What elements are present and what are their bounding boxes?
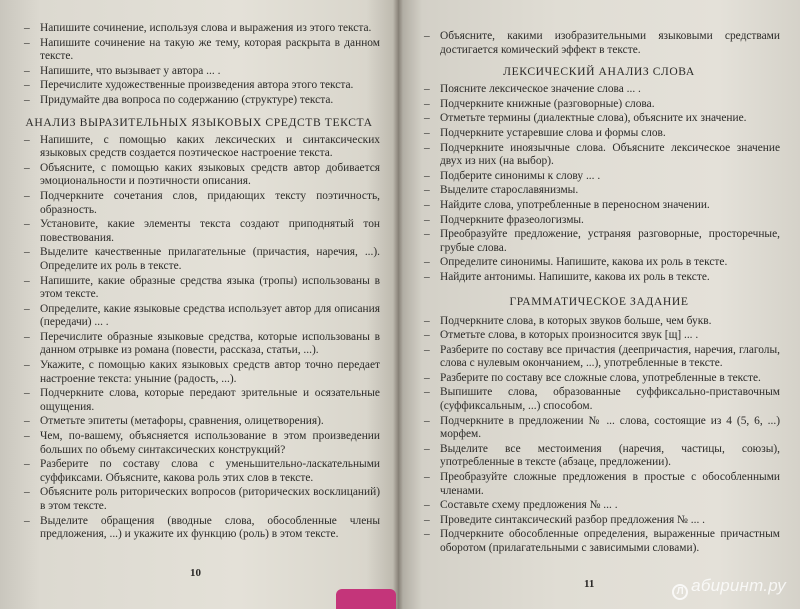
task-item: – Напишите, с помощью каких лексических и синтаксических языковых средств создается поэтическое настроение текста. — [18, 134, 380, 161]
task-item: – Определите, какие языковые средства использует автор для описания (передачи) ... . — [18, 303, 380, 330]
task-item: – Разберите по составу слова с уменьшительно-ласкательными суффиксами. Объясните, какова роль этих слов в тексте. — [18, 458, 380, 485]
task-item: – Подберите синонимы к слову ... . — [418, 170, 780, 184]
task-item: – Напишите сочинение, используя слова и выражения из этого текста. — [18, 22, 380, 36]
task-item: – Напишите, какие образные средства языка (тропы) использованы в этом тексте. — [18, 275, 380, 302]
left-section-heading: АНАЛИЗ ВЫРАЗИТЕЛЬНЫХ ЯЗЫКОВЫХ СРЕДСТВ ТЕКСТА — [25, 115, 373, 129]
task-item: – Поясните лексическое значение слова ... . — [418, 83, 780, 97]
task-item: – Разберите по составу все причастия (деепричастия, наречия, глаголы, слова с нулевым окончанием, ...), употребленные в тексте. — [418, 344, 780, 371]
task-item: – Выделите все местоимения (наречия, частицы, союзы), употребленные в тексте (абзаце, предложении). — [418, 443, 780, 470]
task-item: – Объясните, какими изобразительными языковыми средствами достигается комический эффект в тексте. — [418, 30, 780, 57]
task-item: – Отметьте слова, в которых произносится звук [щ] ... . — [418, 329, 780, 343]
task-item: – Придумайте два вопроса по содержанию (структуре) текста. — [18, 94, 380, 108]
left-page — [0, 0, 398, 609]
pink-clip — [336, 589, 396, 609]
labirint-logo-icon: Л — [672, 584, 688, 600]
task-item: – Подчеркните сочетания слов, придающих тексту поэтичность, образность. — [18, 190, 380, 217]
task-item: – Подчеркните слова, в которых звуков больше, чем букв. — [418, 315, 780, 329]
task-item: – Подчеркните фразеологизмы. — [418, 214, 780, 228]
task-item: – Найдите слова, употребленные в переносном значении. — [418, 199, 780, 213]
task-item: – Напишите сочинение на такую же тему, которая раскрыта в данном тексте. — [18, 37, 380, 64]
task-item: – Выделите обращения (вводные слова, обособленные члены предложения, ...) и укажите их функцию (роль) в этом тексте. — [18, 515, 380, 542]
task-item: – Преобразуйте предложение, устраняя разговорные, просторечные, грубые слова. — [418, 228, 780, 255]
watermark-text: абиринт.ру — [691, 576, 786, 595]
task-item: – Перечислите художественные произведения автора этого текста. — [18, 79, 380, 93]
task-item: – Составьте схему предложения № ... . — [418, 499, 780, 513]
task-item: – Подчеркните иноязычные слова. Объясните лексическое значение двух из них (на выбор). — [418, 142, 780, 169]
left-task-list-bottom — [18, 134, 380, 542]
page-number-right: 11 — [584, 578, 595, 590]
task-item: – Подчеркните в предложении № ... слова, состоящие из 4 (5, 6, ...) морфем. — [418, 415, 780, 442]
task-item: – Чем, по-вашему, объясняется использование в этом произведении больших по объему синтаксических конструкций? — [18, 430, 380, 457]
task-item: – Объясните роль риторических вопросов (риторических восклицаний) в этом тексте. — [18, 486, 380, 513]
right-page — [398, 0, 800, 609]
page-number-left: 10 — [190, 567, 201, 579]
task-item: – Подчеркните слова, которые передают зрительные и осязательные ощущения. — [18, 387, 380, 414]
left-task-list-top — [18, 22, 380, 108]
right-task-list-grammar — [418, 315, 780, 556]
right-task-list-lexical — [418, 83, 780, 284]
task-item: – Напишите, что вызывает у автора ... . — [18, 65, 380, 79]
task-item: – Укажите, с помощью каких языковых средств автор точно передает настроение текста: уныние (радость, ...). — [18, 359, 380, 386]
task-item: – Определите синонимы. Напишите, какова их роль в тексте. — [418, 256, 780, 270]
task-item: – Подчеркните книжные (разговорные) слова. — [418, 98, 780, 112]
right-task-list-top — [418, 30, 780, 57]
task-item: – Разберите по составу все сложные слова, употребленные в тексте. — [418, 372, 780, 386]
task-item: – Установите, какие элементы текста создают приподнятый тон повествования. — [18, 218, 380, 245]
task-item: – Проведите синтаксический разбор предложения № ... . — [418, 514, 780, 528]
task-item: – Перечислите образные языковые средства, которые использованы в данном отрывке из романа (повести, рассказа, статьи, ...). — [18, 331, 380, 358]
task-item: – Отметьте эпитеты (метафоры, сравнения, олицетворения). — [18, 415, 380, 429]
lexical-analysis-heading: ЛЕКСИЧЕСКИЙ АНАЛИЗ СЛОВА — [503, 65, 695, 79]
task-item: – Подчеркните устаревшие слова и формы слов. — [418, 127, 780, 141]
book-spine — [393, 0, 403, 609]
task-item: – Выделите качественные прилагательные (причастия, наречия, ...). Определите их роль в тексте. — [18, 246, 380, 273]
labirint-watermark — [672, 576, 786, 600]
task-item: – Преобразуйте сложные предложения в простые с обособленными членами. — [418, 471, 780, 498]
task-item: – Объясните, с помощью каких языковых средств автор добивается эмоциональности и поэтичности описания. — [18, 162, 380, 189]
task-item: – Подчеркните обособленные определения, выраженные причастным оборотом (прилагательными с зависимыми словами). — [418, 528, 780, 555]
task-item: – Выделите старославянизмы. — [418, 184, 780, 198]
task-item: – Выпишите слова, образованные суффиксально-приставочным (суффиксальным, ...) способом. — [418, 386, 780, 413]
task-item: – Найдите антонимы. Напишите, какова их роль в тексте. — [418, 271, 780, 285]
grammar-task-heading: ГРАММАТИЧЕСКОЕ ЗАДАНИЕ — [509, 294, 689, 308]
task-item: – Отметьте термины (диалектные слова), объясните их значение. — [418, 112, 780, 126]
